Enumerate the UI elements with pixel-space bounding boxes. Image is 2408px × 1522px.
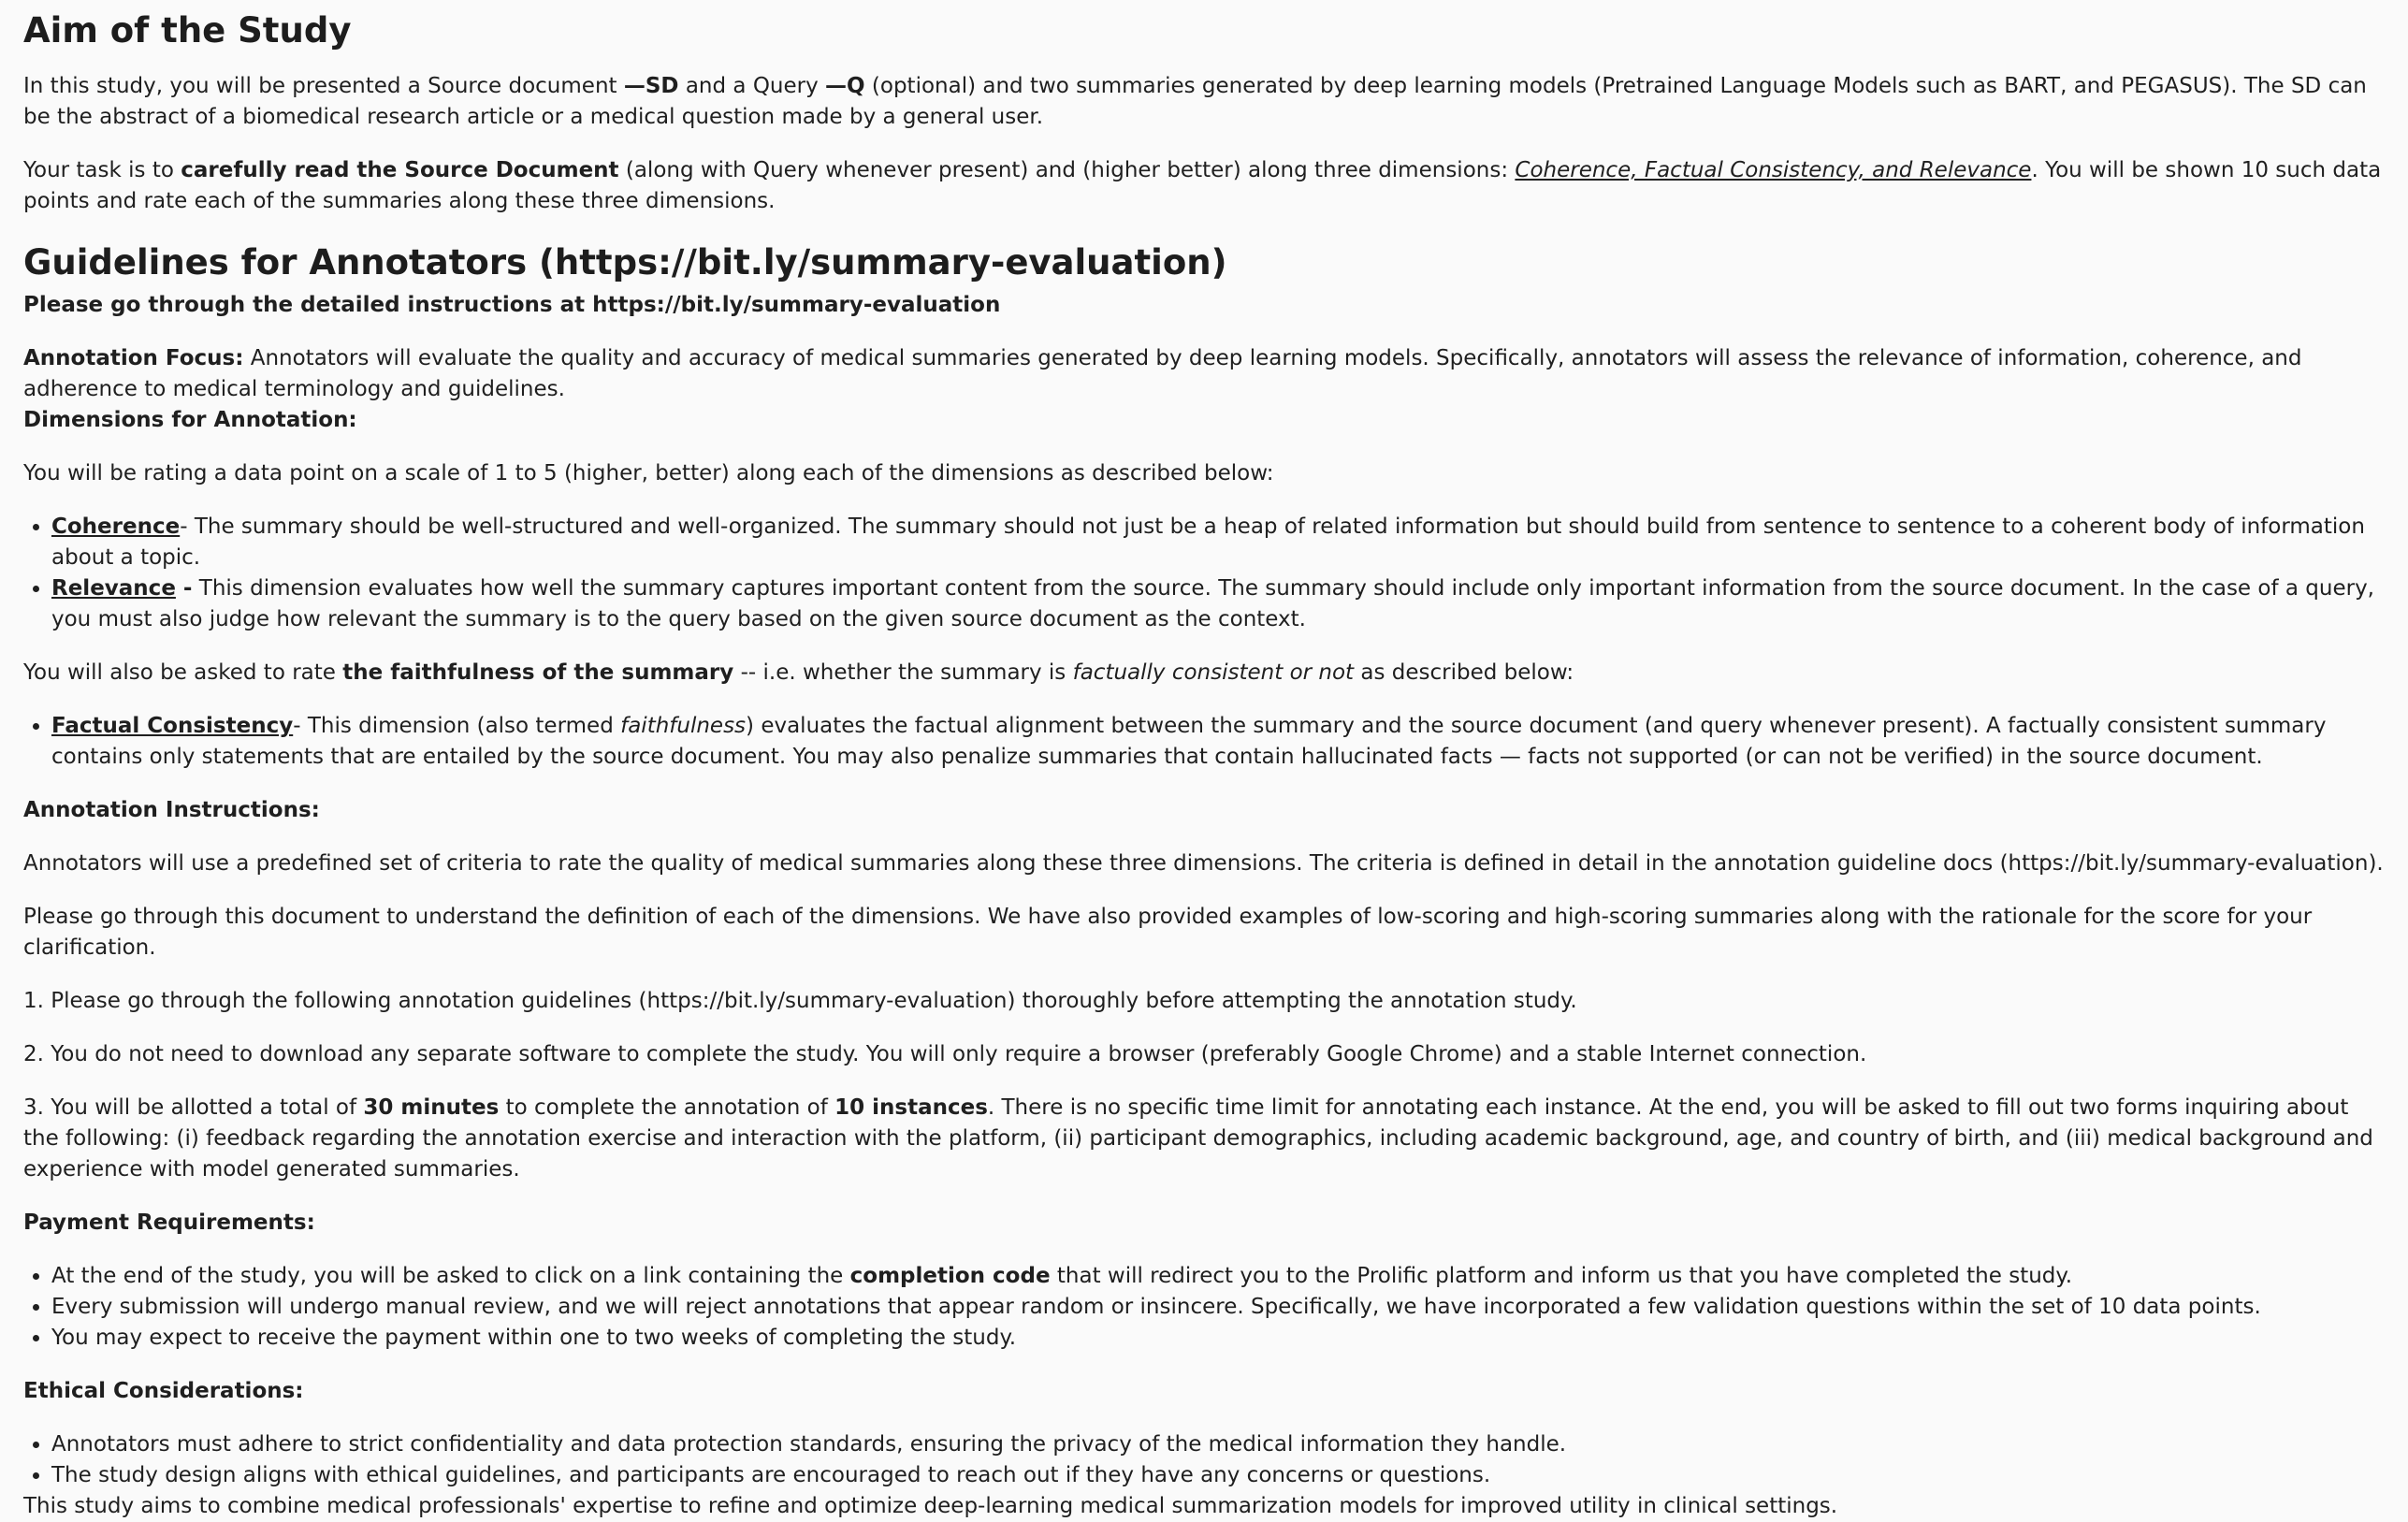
annotation-instructions-heading: Annotation Instructions:	[23, 798, 320, 822]
rating-intro: You will be rating a data point on a scale of 1 to 5 (higher, better) along each of the dimensions as described below:	[23, 461, 1274, 486]
aim-p2-text: Your task is to	[23, 158, 181, 182]
aim-p1-text-3: (optional) and two summaries generated by deep learning models (Pretrained Language Models such as BART, and PEGASUS). The SD can be the abstract of a biomedical research article or a medical question made by a general user.	[23, 74, 2367, 129]
payment-item1-text: At the end of the study, you will be asked to click on a link containing the	[51, 1264, 850, 1288]
aim-p2-bold: carefully read the Source Document	[181, 158, 619, 182]
relevance-term: Relevance	[51, 576, 176, 601]
payment-item1-text-2: that will redirect you to the Prolific platform and inform us that you have completed the study.	[1050, 1264, 2073, 1288]
step3-minutes: 30 minutes	[363, 1095, 500, 1120]
payment-item-1	[51, 1261, 2387, 1292]
dimensions-heading: Dimensions for Annotation:	[23, 408, 357, 432]
list-item-factual-consistency	[51, 711, 2387, 773]
aim-paragraph-1	[23, 71, 2387, 133]
instruction-step-3	[23, 1093, 2387, 1185]
payment-item-2: • Every submission will undergo manual review, and we will reject annotations that appear random or insincere. Specifically, we have incorporated a few validation questions within the set of 10 data points.	[51, 1292, 2387, 1323]
focus-text: Annotators will evaluate the quality and accuracy of medical summaries generated by deep learning models. Specifically, annotators will assess the relevance of information, coherence, and adherence to medical terminology and guidelines.	[23, 346, 2302, 401]
factual-italic: faithfulness	[620, 714, 747, 738]
ethics-item-1: • Annotators must adhere to strict confidentiality and data protection standards, ensuring the privacy of the medical information they handle.	[51, 1429, 2387, 1460]
payment-list	[23, 1261, 2387, 1354]
step3-text-3: . There is no specific time limit for annotating each instance. At the end, you will be asked to fill out two forms inquiring about the following: (i) feedback regarding the annotation exercise and interaction with the platform, (ii) participant demographics, including academic background, age, and country of birth, and (iii) medical background and experience with model generated summaries.	[23, 1095, 2373, 1181]
dimensions-list-items	[23, 512, 2387, 635]
aim-p2-text-3: . You will be shown 10 such data points and rate each of the summaries along these three dimensions.	[23, 158, 2382, 213]
list-item-relevance	[51, 573, 2387, 635]
step3-instances: 10 instances	[834, 1095, 988, 1120]
relevance-dash: -	[175, 576, 193, 601]
coherence-text: - The summary should be well-structured and well-organized. The summary should not just be a heap of related information but should build from sentence to sentence to a coherent body of information about a topic.	[51, 515, 2365, 570]
step3-text-2: to complete the annotation of	[499, 1095, 835, 1120]
faith-text-3: as described below:	[1354, 660, 1574, 685]
faith-bold: the faithfulness of the summary	[342, 660, 734, 685]
closing-statement: This study aims to combine medical professionals' expertise to refine and optimize deep-learning medical summarization models for improved utility in clinical settings.	[23, 1494, 1838, 1518]
aim-p2-text-2: (along with Query whenever present) and (higher better) along three dimensions:	[618, 158, 1516, 182]
dimensions-list: Coherence, Factual Consistency, and Relevance	[1515, 158, 2032, 182]
aim-title: Aim of the Study	[23, 10, 352, 51]
relevance-text: This dimension evaluates how well the summary captures important content from the source. The summary should include only important information from the source document. In the case of a query, you must also judge how relevant the summary is to the query based on the given source document as the context.	[51, 576, 2374, 631]
ethics-item-2: • The study design aligns with ethical guidelines, and participants are encouraged to reach out if they have any concerns or questions.	[51, 1460, 2387, 1491]
list-item-coherence	[51, 512, 2387, 573]
ethics-heading: Ethical Considerations:	[23, 1379, 304, 1403]
instruction-step-2: 2. You do not need to download any separate software to complete the study. You will only require a browser (preferably Google Chrome) and a stable Internet connection.	[23, 1042, 1867, 1066]
step3-text: 3. You will be allotted a total of	[23, 1095, 364, 1120]
aim-paragraph-2	[23, 155, 2387, 217]
faithfulness-intro	[23, 658, 2387, 689]
payment-heading: Payment Requirements:	[23, 1210, 315, 1235]
sd-label: —SD	[623, 74, 679, 98]
ethics-list	[23, 1429, 2387, 1491]
faith-text: You will also be asked to rate	[23, 660, 343, 685]
payment-item-3: • You may expect to receive the payment within one to two weeks of completing the study.	[51, 1323, 2387, 1354]
faith-italic: factually consistent or not	[1072, 660, 1355, 685]
instructions-paragraph-2: Please go through this document to understand the definition of each of the dimensions. We have also provided examples of low-scoring and high-scoring summaries along with the rationale for the score for your clarification.	[23, 905, 2313, 960]
aim-p1-text: In this study, you will be presented a Source document	[23, 74, 624, 98]
coherence-term: Coherence	[51, 515, 181, 539]
completion-code-label: completion code	[849, 1264, 1051, 1288]
factual-text-2: ) evaluates the factual alignment between the summary and the source document (and query whenever present). A factually consistent summary contains only statements that are entailed by the source document. You may also penalize summaries that contain hallucinated facts — facts not supported (or can not be verified) in the source document.	[51, 714, 2327, 769]
q-label: —Q	[825, 74, 865, 98]
factual-term: Factual Consistency	[51, 714, 294, 738]
factual-text: - This dimension (also termed	[293, 714, 621, 738]
instruction-step-1: 1. Please go through the following annotation guidelines (https://bit.ly/summary-evaluation) thoroughly before attempting the annotation study.	[23, 989, 1577, 1013]
instructions-paragraph-1: Annotators will use a predefined set of criteria to rate the quality of medical summaries along these three dimensions. The criteria is defined in detail in the annotation guideline docs (https://bit.ly/summary-evaluation).	[23, 851, 2384, 876]
factual-list	[23, 711, 2387, 773]
guidelines-title: Guidelines for Annotators (https://bit.ly/summary-evaluation)	[23, 242, 1227, 283]
guidelines-subtitle: Please go through the detailed instructions at https://bit.ly/summary-evaluation	[23, 293, 1001, 317]
faith-text-2: -- i.e. whether the summary is	[733, 660, 1073, 685]
focus-label: Annotation Focus:	[23, 346, 244, 370]
aim-p1-text-2: and a Query	[678, 74, 826, 98]
annotation-focus	[23, 343, 2387, 405]
